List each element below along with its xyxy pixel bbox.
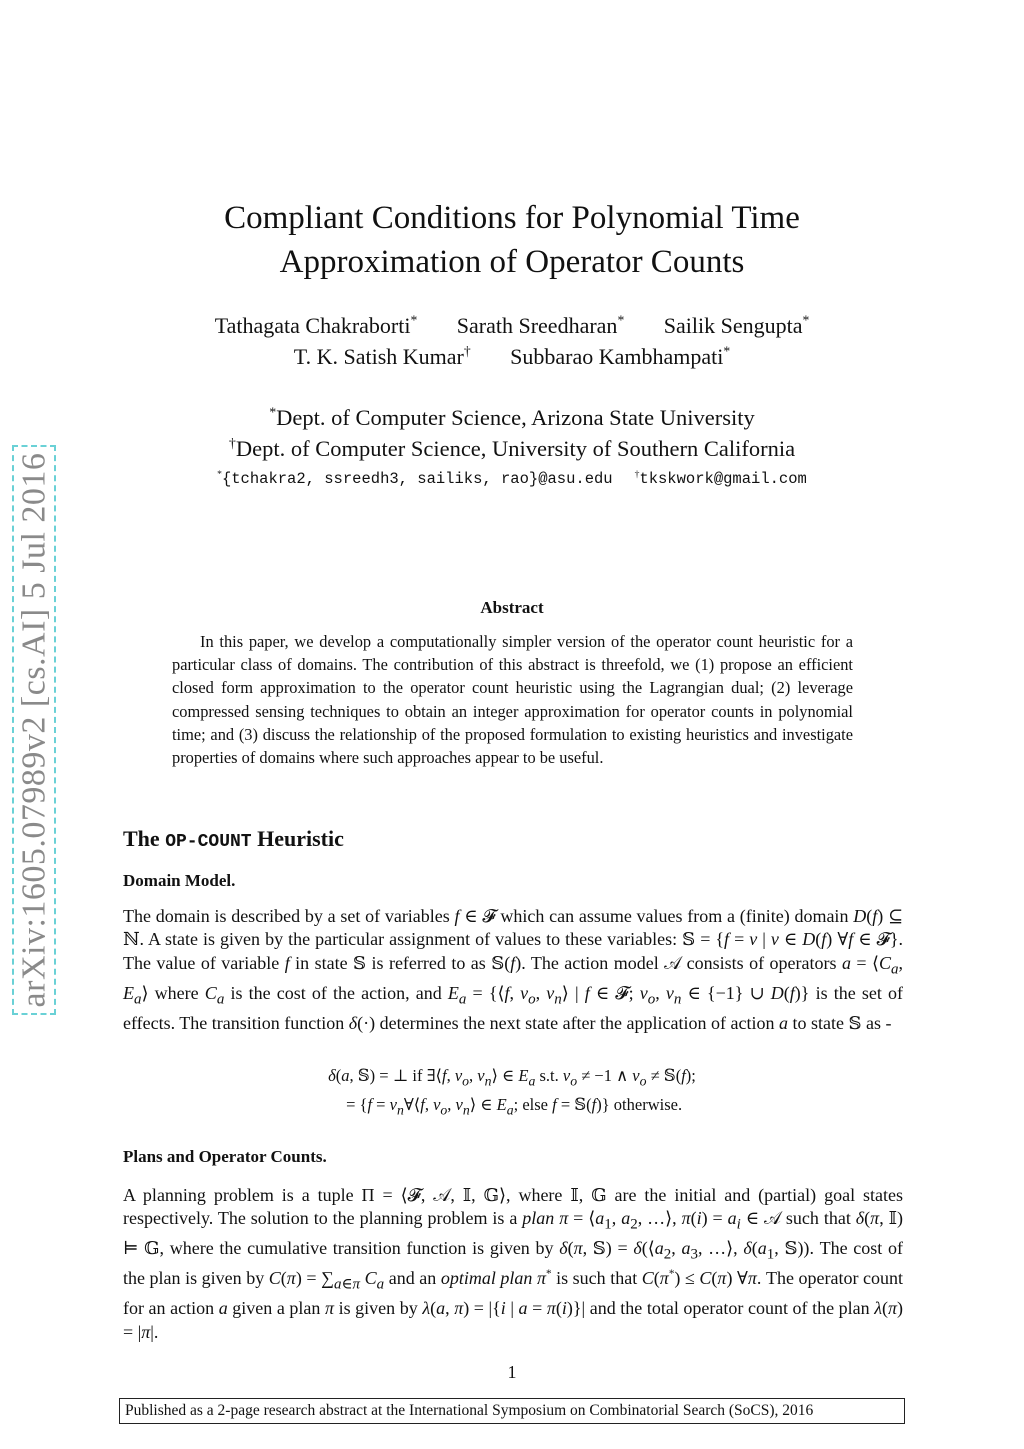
author-name: Sailik Sengupta — [663, 313, 803, 338]
section-heading: The OP-COUNT Heuristic — [123, 826, 344, 852]
op-count-code: OP-COUNT — [165, 832, 252, 852]
email-asu: {tchakra2, ssreedh3, sailiks, rao}@asu.edu — [221, 470, 613, 488]
author-emails: *{tchakra2, ssreedh3, sailiks, rao}@asu.edu †tkskwork@gmail.com — [217, 468, 807, 488]
title-line-1: Compliant Conditions for Polynomial Time — [224, 200, 800, 236]
abstract-body: In this paper, we develop a computationally simpler version of the operator count heuristic for a particular class of domains. The contribution of this abstract is threefold, we (1) propose an efficient closed form approximation to the operator count heuristic using the Lagrangian dual; (2) leverage compressed sensing techniques to obtain an integer approximation for operator counts in polynomial time; and (3) discuss the relationship of the proposed formulation to existing heuristics and investigate properties of domains where such approaches appear to be useful. — [172, 632, 853, 768]
author-name: T. K. Satish Kumar — [293, 344, 464, 369]
domain-model-heading: Domain Model. — [123, 871, 236, 890]
affiliation-asu: *Dept. of Computer Science, Arizona State University — [269, 405, 755, 430]
publication-note: Published as a 2-page research abstract at the International Symposium on Combinatorial Search (SoCS), 2016 — [119, 1398, 905, 1424]
affiliation-usc: †Dept. of Computer Science, University of Southern California — [228, 436, 796, 461]
title-line-2: Approximation of Operator Counts — [279, 244, 745, 280]
author-name: Sarath Sreedharan — [456, 313, 618, 338]
affiliations — [0, 402, 1024, 464]
plans-paragraph: A planning problem is a tuple Π = ⟨𝓕, 𝒜, 𝕀, 𝔾⟩, where 𝕀, 𝔾 are the initial and (partial) goal states respectively. The solution to the planning problem is a plan $\pi = ⟨a_1$, $a_2$, …⟩, $\pi(i) = a_i$ ∈ 𝒜 such that δ(π, 𝕀) ⊨ 𝔾, where the cumulative transition function is given by δ(π, 𝕊) = $\delta(⟨a_2$, $a_3$, …⟩, $\delta(a_1$, 𝕊)). The cost of the plan is given by $C(\pi) = \sum_{a\in\pi}$ $C_a$ and an optimal plan π* is such that C(π*) ≤ C(π) ∀π. The operator count for an action a given a plan π is given by λ(a, π) = |{i | a = π(i)}| and the total operator count of the plan λ(π) = |π|. — [123, 1185, 904, 1342]
abstract-heading: Abstract — [480, 598, 544, 617]
author-name: Tathagata Chakraborti — [214, 313, 411, 338]
transition-equation: δ(a, 𝕊) = ⊥ if ∃⟨f, $v_o$, $v_n⟩$ ∈ $E_a$ s.t. $v_o \ne -1$ ∧ $v_o$ ≠ 𝕊(f); = {$f = v_n\forall⟨f$, $v_o$, $v_n⟩$ ∈ $E_a$; else f = 𝕊(f)} otherwise. — [328, 1066, 696, 1118]
domain-model-paragraph: The domain is described by a set of variables f ∈ 𝓕 which can assume values from a (finite) domain D(f) ⊆ ℕ. A state is given by the particular assignment of values to these variables: 𝕊 = {f = v | v ∈ D(f) ∀f ∈ 𝓕}. The value of variable f in state 𝕊 is referred to as 𝕊(f). The action model 𝒜 consists of operators $a = ⟨C_a$, $E_a⟩$ where $C_a$ is the cost of the action, and $E_a$ = {⟨f, $v_o$, $v_n⟩$ | f ∈ 𝓕; $v_o$, $v_n$ ∈ {−1} ∪ D(f)} is the set of effects. The transition function δ(·) determines the next state after the application of action a to state 𝕊 as - — [123, 906, 904, 1033]
email-usc: tkskwork@gmail.com — [639, 470, 807, 488]
plans-heading: Plans and Operator Counts. — [123, 1147, 327, 1166]
arxiv-stamp — [12, 445, 56, 1015]
arxiv-stamp-text: arXiv:1605.07989v2 [cs.AI] 5 Jul 2016 — [15, 452, 53, 1008]
author-list: Tathagata Chakraborti* Sarath Sreedharan* Sailik Sengupta* T. K. Satish Kumar† Subbarao Kambhampati* — [214, 312, 810, 369]
page-number: 1 — [507, 1362, 517, 1382]
author-name: Subbarao Kambhampati — [510, 344, 724, 369]
paper-title — [0, 196, 1024, 284]
